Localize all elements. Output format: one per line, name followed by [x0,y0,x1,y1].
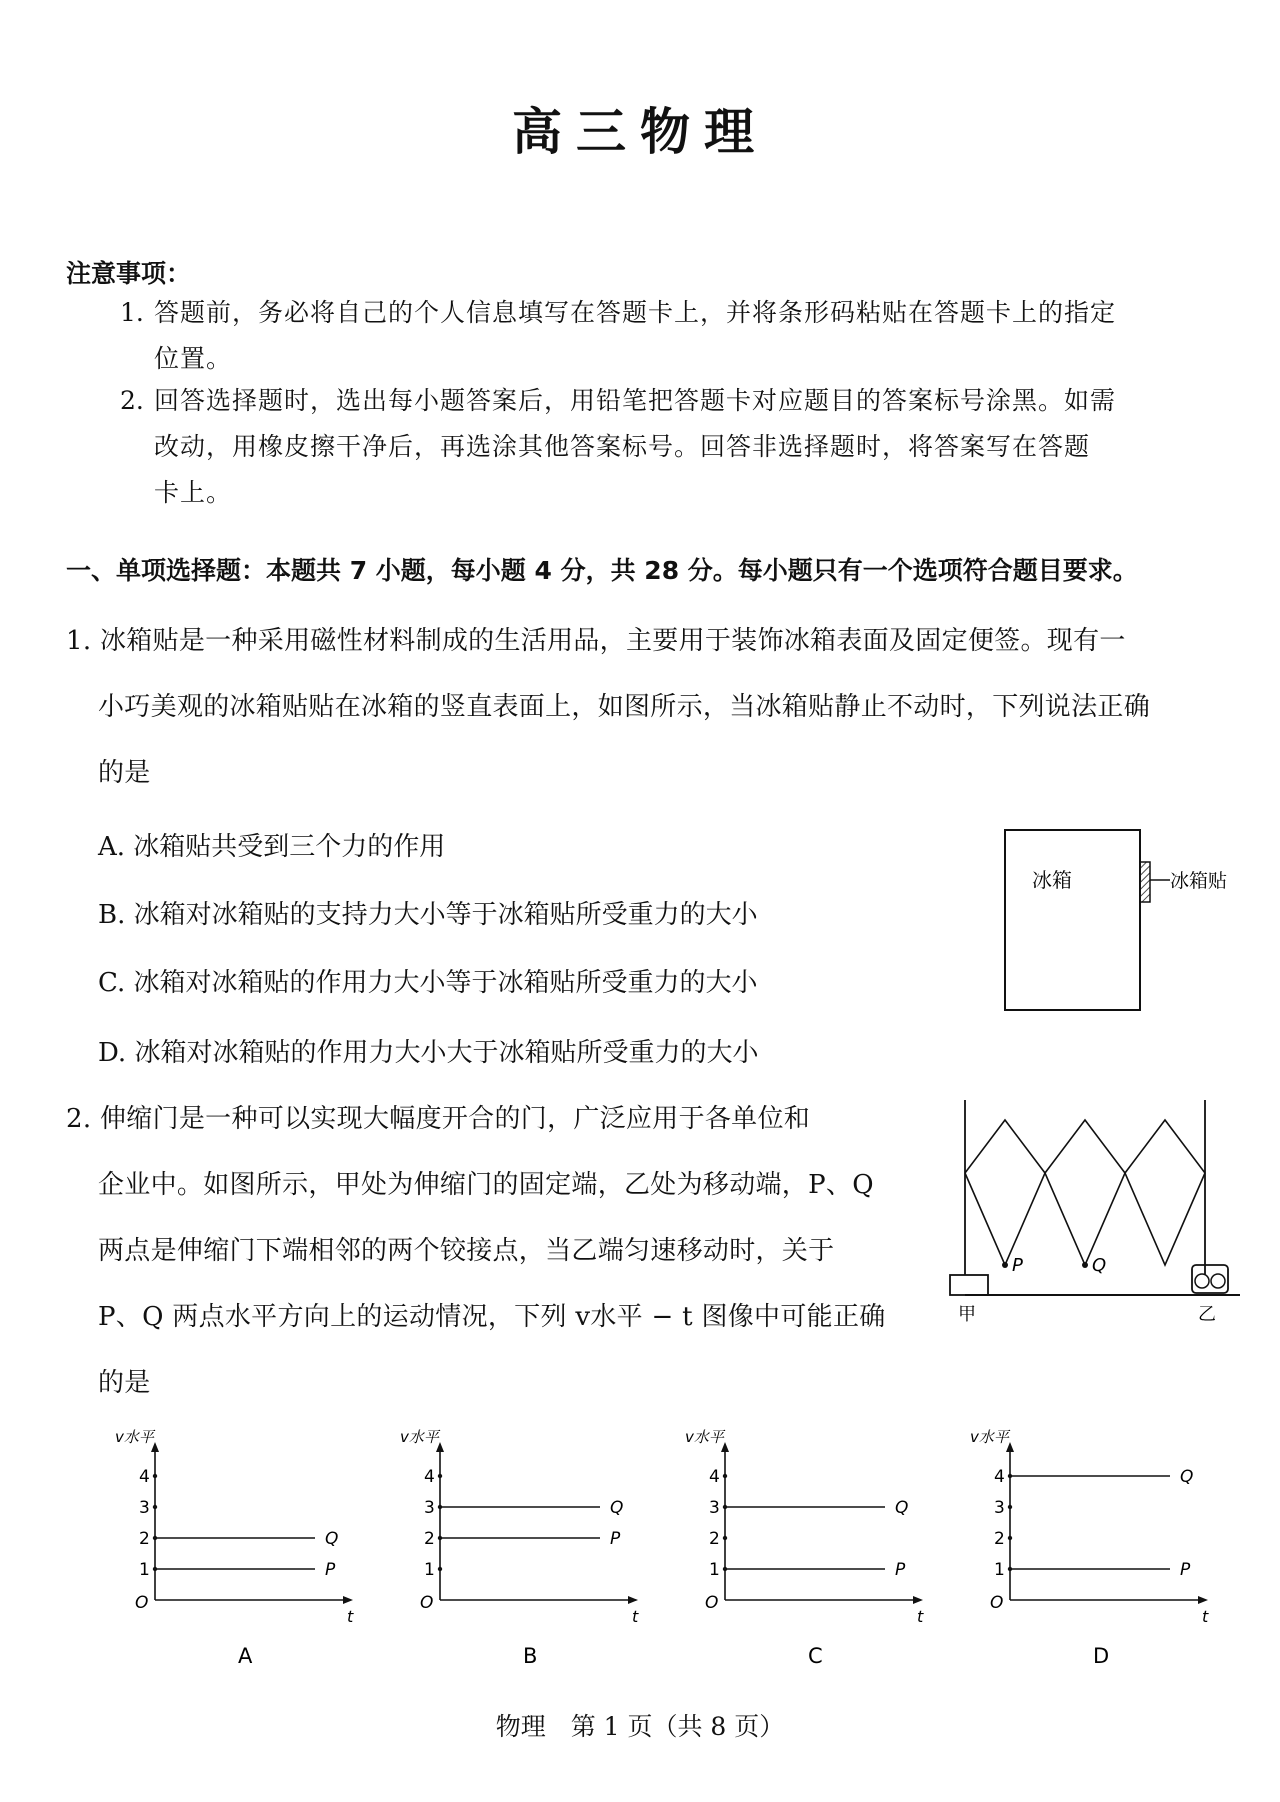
y-tick-label: 3 [709,1498,720,1518]
y-tick-label: 3 [139,1498,150,1518]
y-axis-label: v水平 [115,1428,154,1446]
question-line: 1. 冰箱贴是一种采用磁性材料制成的生活用品，主要用于装饰冰箱表面及固定便签。现有一 [66,626,1126,656]
y-tick-label: 1 [994,1560,1005,1580]
origin-label: O [420,1593,434,1613]
notice-line: 答题前，务必将自己的个人信息填写在答题卡上，并将条形码粘贴在答题卡上的指定 [154,298,1117,327]
hinge-q [1082,1262,1088,1268]
graph-b [395,1420,665,1670]
q1-option-a: A. 冰箱贴共受到三个力的作用 [98,832,446,862]
page-footer: 物理 第 1 页（共 8 页） [495,1712,785,1741]
y-tick-label: 4 [994,1467,1005,1487]
question-line: P、Q 两点水平方向上的运动情况，下列 v水平 − t 图像中可能正确 [98,1302,886,1332]
scissor-lower [965,1173,1205,1265]
y-tick-label: 4 [424,1467,435,1487]
y-axis-label: v水平 [685,1428,724,1446]
series-label-p: P [325,1560,336,1580]
magnet-label: 冰箱贴 [1170,870,1228,892]
y-tick-label: 4 [139,1467,150,1487]
series-label-q: Q [895,1498,909,1518]
y-tick-label: 2 [709,1529,720,1549]
moving-end-label: 乙 [1198,1304,1216,1325]
notice-line: 回答选择题时，选出每小题答案后，用铅笔把答题卡对应题目的答案标号涂黑。如需 [154,386,1117,415]
y-tick-mark [723,1536,727,1540]
y-tick-label: 4 [709,1467,720,1487]
graph-d [965,1420,1235,1670]
y-tick-label: 2 [424,1529,435,1549]
y-axis-label: v水平 [970,1428,1009,1446]
question-line: 企业中。如图所示，甲处为伸缩门的固定端，乙处为移动端，P、Q [98,1170,874,1200]
wheel-icon [1195,1274,1209,1288]
x-axis-label: t [632,1607,639,1626]
notice-line: 卡上。 [154,478,233,507]
question-line: 小巧美观的冰箱贴贴在冰箱的竖直表面上，如图所示，当冰箱贴静止不动时，下列说法正确 [98,692,1151,722]
question-line: 的是 [98,758,151,788]
origin-label: O [705,1593,719,1613]
graph-option-label: D [1093,1644,1110,1668]
y-tick-mark [438,1567,442,1571]
graph-options-row [0,1420,1280,1680]
notice-item-number: 1. [120,298,144,327]
notice-item-1 [120,290,1240,382]
y-tick-mark [153,1474,157,1478]
fixed-end-base [950,1275,988,1295]
question-1-stem [66,608,1246,806]
scissor-upper [965,1120,1205,1173]
series-label-p: P [895,1560,906,1580]
question-line: 2. 伸缩门是一种可以实现大幅度开合的门，广泛应用于各单位和 [66,1104,811,1134]
notice-line: 位置。 [154,344,233,373]
point-q-label: Q [1092,1255,1107,1276]
section-heading: 一、单项选择题：本题共 7 小题，每小题 4 分，共 28 分。每小题只有一个选项符合题目要求。 [66,556,1138,585]
wheel-icon [1211,1274,1225,1288]
x-axis-arrow [1198,1596,1208,1604]
series-label-p: P [1180,1560,1191,1580]
notice-item-2 [120,378,1240,516]
q1-option-c: C. 冰箱对冰箱贴的作用力大小等于冰箱贴所受重力的大小 [98,968,758,998]
y-tick-mark [153,1505,157,1509]
y-tick-label: 1 [709,1560,720,1580]
page-title: 高三物理 [512,103,768,161]
moving-end-cart [1192,1265,1228,1293]
series-label-p: P [610,1529,621,1549]
y-tick-mark [723,1474,727,1478]
y-tick-label: 2 [139,1529,150,1549]
fridge-label: 冰箱 [1032,868,1072,892]
point-p-label: P [1012,1255,1023,1276]
x-axis-label: t [347,1607,354,1626]
graph-option-label: C [808,1644,823,1668]
question-line: 两点是伸缩门下端相邻的两个铰接点，当乙端匀速移动时，关于 [98,1236,835,1266]
series-label-q: Q [610,1498,624,1518]
gate-figure [940,1095,1240,1335]
y-tick-label: 3 [994,1498,1005,1518]
series-label-q: Q [325,1529,339,1549]
y-tick-label: 3 [424,1498,435,1518]
fridge-figure [990,820,1250,1020]
graph-a [110,1420,380,1670]
x-axis-arrow [628,1596,638,1604]
x-axis-arrow [343,1596,353,1604]
y-axis-label: v水平 [400,1428,439,1446]
fridge-magnet [1140,862,1150,902]
x-axis-label: t [1202,1607,1209,1626]
fridge-body [1005,830,1140,1010]
graph-option-label: A [238,1644,253,1668]
question-2-stem [66,1086,946,1416]
notice-item-number: 2. [120,386,144,415]
y-tick-mark [1008,1505,1012,1509]
fixed-end-label: 甲 [958,1304,976,1325]
graph-c [680,1420,950,1670]
origin-label: O [135,1593,149,1613]
y-tick-label: 1 [424,1560,435,1580]
q1-option-b: B. 冰箱对冰箱贴的支持力大小等于冰箱贴所受重力的大小 [98,900,758,930]
x-axis-label: t [917,1607,924,1626]
graph-option-label: B [523,1644,538,1668]
series-label-q: Q [1180,1467,1194,1487]
y-tick-mark [438,1474,442,1478]
notice-heading: 注意事项： [66,259,192,288]
y-tick-label: 1 [139,1560,150,1580]
y-tick-label: 2 [994,1529,1005,1549]
question-line: 的是 [98,1368,151,1398]
y-tick-mark [1008,1536,1012,1540]
hinge-p [1002,1262,1008,1268]
notice-line: 改动，用橡皮擦干净后，再选涂其他答案标号。回答非选择题时，将答案写在答题 [154,432,1091,461]
q1-option-d: D. 冰箱对冰箱贴的作用力大小大于冰箱贴所受重力的大小 [98,1038,759,1068]
x-axis-arrow [913,1596,923,1604]
origin-label: O [990,1593,1004,1613]
